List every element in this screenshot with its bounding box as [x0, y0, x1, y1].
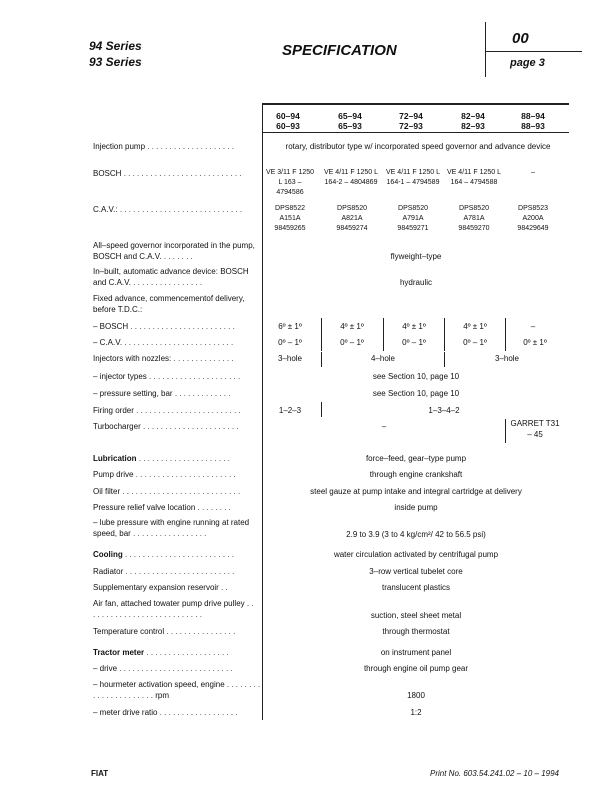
label-pressure-setting: – pressure setting, bar . . . . . . . . . . . . .	[93, 389, 231, 398]
value-fa-bosch-88: –	[530, 322, 536, 331]
value-lubrication: force–feed, gear–type pump	[365, 454, 467, 463]
value-bosch-60: VE 3/11 F 1250 L 163 – 4794586	[265, 169, 315, 196]
label-temp-control: Temperature control . . . . . . . . . . . . . . . .	[93, 627, 236, 636]
value-fa-bosch-60: 6º ± 1º	[278, 322, 302, 331]
section-code: 00	[512, 30, 529, 47]
label-firing-order: Firing order . . . . . . . . . . . . . . . . . . . . . . . .	[93, 406, 241, 415]
value-fa-cav-88: 0º ± 1º	[523, 338, 547, 347]
value-injectors-3hole-b: 3–hole	[494, 354, 520, 363]
label-cooling: Cooling . . . . . . . . . . . . . . . . . . . . . . . . .	[93, 550, 234, 559]
label-meter-ratio: – meter drive ratio . . . . . . . . . . . . . . . . . .	[93, 708, 238, 717]
header-divider-horizontal	[485, 51, 582, 52]
page-number: page 3	[510, 57, 545, 69]
label-pump-drive: Pump drive . . . . . . . . . . . . . . . . . . . . . . .	[93, 470, 236, 479]
label-bosch: BOSCH . . . . . . . . . . . . . . . . . . . . . . . . . . .	[93, 169, 242, 178]
divider-injectors-2	[444, 352, 445, 367]
value-fa-cav-82: 0º – 1º	[463, 338, 487, 347]
header-divider-vertical	[485, 22, 486, 77]
divider-fa-4	[505, 318, 506, 351]
label-cav: C.A.V.: . . . . . . . . . . . . . . . . . . . . . . . . . . . .	[93, 205, 243, 214]
label-relief-valve: Pressure relief valve location . . . . . . . .	[93, 503, 231, 512]
divider-fa-3	[444, 318, 445, 351]
value-lube-pressure: 2.9 to 3.9 (3 to 4 kg/cm²/ 42 to 56.5 psi)	[346, 530, 486, 539]
column-header-72: 72–94 72–93	[399, 111, 423, 131]
table-top-border	[262, 103, 569, 105]
value-cav-65: DPS8520 A821A 98459274	[336, 205, 368, 232]
value-drive: through engine oil pump gear	[363, 664, 469, 673]
label-fixed-advance: Fixed advance, commencementof delivery, before T.D.C.:	[93, 294, 245, 314]
value-expansion: translucent plastics	[381, 583, 451, 592]
label-tractor-meter: Tractor meter . . . . . . . . . . . . . . . . . . .	[93, 648, 229, 657]
value-radiator: 3–row vertical tubelet core	[369, 567, 463, 576]
value-cav-88: DPS8523 A200A 98429649	[517, 205, 549, 232]
label-fa-bosch: – BOSCH . . . . . . . . . . . . . . . . . . . . . . . .	[93, 322, 235, 331]
value-cav-60: DPS8522 A151A 98459265	[274, 205, 306, 232]
label-injector-types: – injector types . . . . . . . . . . . . . . . . . . . . .	[93, 372, 241, 381]
label-injection-pump: Injection pump . . . . . . . . . . . . . . . . . . . .	[93, 142, 234, 151]
value-advance: hydraulic	[399, 278, 432, 287]
label-advance: In–built, automatic advance device: BOSCH and C.A.V. . . . . . . . . . . . . . . . .	[93, 267, 249, 287]
label-turbocharger: Turbocharger . . . . . . . . . . . . . . . . . . . . . .	[93, 422, 239, 431]
value-injectors-4hole: 4–hole	[370, 354, 396, 363]
value-turbocharger-garret: GARRET T31 – 45	[510, 419, 560, 439]
value-injection-pump: rotary, distributor type w/ incorporated speed governor and advance device	[285, 142, 551, 151]
value-fa-bosch-82: 4º ± 1º	[463, 322, 487, 331]
value-firing-order-4cyl: 1–3–4–2	[428, 406, 460, 415]
label-injectors: Injectors with nozzles: . . . . . . . . . . . . . .	[93, 354, 234, 363]
footer-brand: FIAT	[91, 769, 109, 778]
column-header-60: 60–94 60–93	[276, 111, 300, 131]
value-pump-drive: through engine crankshaft	[369, 470, 463, 479]
label-air-fan: Air fan, attached towater pump drive pulley . . . . . . . . . . . . . . . . . . . . . . . . . . .	[93, 599, 254, 619]
divider-firing-order	[321, 402, 322, 417]
footer-print-number: Print No. 603.54.241.02 – 10 – 1994	[430, 769, 559, 778]
value-turbocharger-none: –	[381, 422, 387, 431]
table-head-border	[262, 132, 569, 133]
page-title: SPECIFICATION	[282, 42, 397, 59]
series-93: 93 Series	[89, 55, 142, 69]
label-governor: All–speed governor incorporated in the pump, BOSCH and C.A.V. . . . . . . .	[93, 241, 255, 261]
value-bosch-65: VE 4/11 F 1250 L 164-2 – 4804869	[324, 169, 378, 186]
value-bosch-82: VE 4/11 F 1250 L 164 – 4794588	[447, 169, 501, 186]
value-fa-cav-60: 0º – 1º	[278, 338, 302, 347]
value-temp-control: through thermostat	[382, 627, 450, 636]
value-air-fan: suction, steel sheet metal	[370, 611, 462, 620]
table-left-border	[262, 103, 263, 720]
label-lubrication: Lubrication . . . . . . . . . . . . . . . . . . . . .	[93, 454, 230, 463]
column-header-82: 82–94 82–93	[461, 111, 485, 131]
value-cav-72: DPS8520 A791A 98459271	[397, 205, 429, 232]
column-header-88: 88–94 88–93	[521, 111, 545, 131]
value-cooling: water circulation activated by centrifugal pump	[333, 550, 499, 559]
value-fa-bosch-72: 4º ± 1º	[402, 322, 426, 331]
label-radiator: Radiator . . . . . . . . . . . . . . . . . . . . . . . . .	[93, 567, 235, 576]
divider-injectors-1	[321, 352, 322, 367]
value-tractor-meter: on instrument panel	[380, 648, 452, 657]
label-oil-filter: Oil filter . . . . . . . . . . . . . . . . . . . . . . . . . . .	[93, 487, 241, 496]
value-firing-order-3cyl: 1–2–3	[278, 406, 302, 415]
label-drive: – drive . . . . . . . . . . . . . . . . . . . . . . . . . .	[93, 664, 233, 673]
value-oil-filter: steel gauze at pump intake and integral cartridge at delivery	[310, 487, 522, 496]
label-expansion: Supplementary expansion reservoir . .	[93, 583, 228, 592]
label-lube-pressure: – lube pressure with engine running at rated speed, bar . . . . . . . . . . . . . . . . .	[93, 518, 250, 538]
column-header-65: 65–94 65–93	[338, 111, 362, 131]
value-pressure-setting: see Section 10, page 10	[372, 389, 460, 398]
value-cav-82: DPS8520 A781A 98459270	[458, 205, 490, 232]
value-relief-valve: inside pump	[394, 503, 438, 512]
label-hourmeter: – hourmeter activation speed, engine . . . . . . . . . . . . . . . . . . . . . . rpm	[93, 680, 261, 700]
series-94: 94 Series	[89, 39, 142, 53]
divider-fa-2	[383, 318, 384, 351]
value-injectors-3hole-a: 3–hole	[277, 354, 303, 363]
value-governor: flyweight–type	[390, 252, 442, 261]
value-meter-ratio: 1:2	[410, 708, 422, 717]
value-injector-types: see Section 10, page 10	[372, 372, 460, 381]
label-fa-cav: – C.A.V. . . . . . . . . . . . . . . . . . . . . . . . . .	[93, 338, 234, 347]
divider-fa-1	[321, 318, 322, 351]
value-fa-bosch-65: 4º ± 1º	[340, 322, 364, 331]
divider-turbocharger	[505, 419, 506, 443]
value-fa-cav-65: 0º – 1º	[340, 338, 364, 347]
value-fa-cav-72: 0º – 1º	[402, 338, 426, 347]
value-hourmeter: 1800	[407, 691, 425, 700]
value-bosch-72: VE 4/11 F 1250 L 164-1 – 4794589	[386, 169, 440, 186]
value-bosch-88: –	[531, 169, 535, 176]
